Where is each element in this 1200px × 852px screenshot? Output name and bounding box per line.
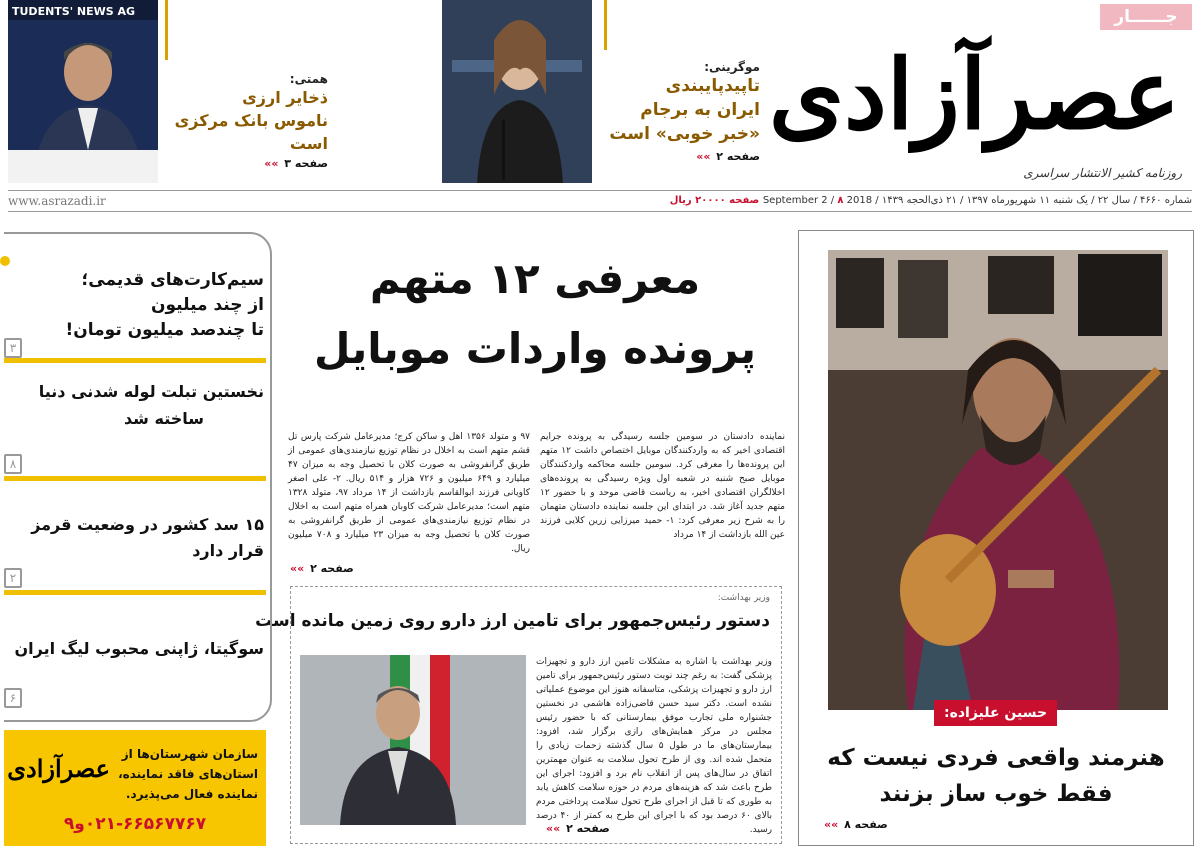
story-title-line: تاپیدپایبندی (665, 76, 760, 96)
ad-phone[interactable]: ۰۲۱-۶۶۵۶۷۷۶۷و۹ (63, 814, 207, 834)
page-ref[interactable] (290, 562, 354, 575)
sidebar-item[interactable] (8, 636, 264, 662)
sidebar-page-number: ۳ (4, 338, 22, 358)
mogherini-story[interactable] (600, 60, 760, 180)
story-kicker: همتی: (289, 72, 328, 86)
lead-headline-line: معرفی ۱۲ متهم (369, 254, 701, 303)
sidebar-dot-icon (0, 256, 10, 266)
story-title-line: ذخایر ارزی (242, 88, 328, 107)
lead-headline[interactable] (285, 244, 785, 384)
edition-badge: جــــــار (1100, 4, 1192, 30)
page-ref-label: صفحه ۳ (284, 157, 328, 170)
story-title-line: ایران به برجام (640, 100, 760, 120)
hemmati-story[interactable] (168, 72, 328, 182)
portrait-photo-icon (442, 0, 592, 183)
ad-line: نماینده فعال می‌پذیرد. (125, 787, 258, 801)
issue-info: شماره ۴۶۶۰ / سال ۲۲ / یک شنبه ۱۱ شهریورماه ۱۳۹۷ / ۲۱ ذی‌الحجه ۱۴۳۹ / 2018 September 2 / (762, 195, 1192, 206)
lead-headline-line: پرونده واردات موبایل (313, 324, 757, 373)
divider (165, 0, 168, 60)
feature-headline[interactable] (806, 740, 1186, 812)
story-title-line: ناموس بانک مرکزی (174, 111, 328, 130)
second-story-kicker: وزیر بهداشت: (717, 593, 770, 603)
issue-line (470, 193, 1192, 209)
photo-watermark: TUDENTS' NEWS AG (12, 5, 136, 18)
double-arrow-icon: »» (696, 150, 711, 163)
sidebar-item-line: ۱۵ سد کشور در وضعیت قرمز قرار دارد (31, 515, 264, 560)
story-title-line: است (289, 134, 328, 153)
page-ref[interactable] (546, 822, 610, 835)
double-arrow-icon: »» (824, 818, 839, 831)
portrait-photo-icon (300, 655, 526, 825)
page-ref[interactable] (600, 150, 760, 163)
ad-line: سازمان شهرستان‌ها از (121, 747, 258, 761)
minister-photo (300, 655, 526, 825)
lead-body-col-left: ۹۷ و متولد ۱۳۵۶ اهل و ساکن کرج؛ مدیرعامل شرکت پارس تل قشم متهم است به اخلال در نظام توزیع نیازمندی‌های عمومی از طریق گرانفروشی به صورت کلان با تحصیل وجه به میزان ۴۷ میلیارد و ۶۴۹ میلیون و ۷۲۶ هزار و ۵۱۴ ریال. ۲- علی اصغر کاویانی فرزند ابوالقاسم بازداشت از ۱۴ مرداد ۹۷، متولد ۱۳۲۸ متهم است؛ مدیرعامل شرکت کاوبان همراه متهم است به اخلال در نظام توزیع نیازمندی‌های عمومی از طریق گرانفروشی به صورت کلان با تحصیل وجه به میزان ۲۳ میلیارد و ۷۰۸ میلیون ریال. (288, 432, 530, 554)
feature-headline-line: فقط خوب ساز بزنند (879, 781, 1113, 807)
page-ref-label: صفحه ۲ (310, 562, 354, 575)
second-story-headline[interactable]: دستور رئیس‌جمهور برای تامین ارز دارو روی زمین مانده است (255, 611, 770, 631)
double-arrow-icon: »» (546, 822, 561, 835)
sidebar-item[interactable] (8, 378, 264, 432)
sidebar-divider (4, 358, 266, 363)
sidebar-item-line: ساخته شد (123, 409, 204, 428)
sidebar-item[interactable] (8, 268, 264, 343)
ad-banner[interactable] (4, 730, 266, 846)
hemmati-photo (8, 0, 158, 183)
header-rule (8, 211, 1192, 212)
sidebar-page-number: ۸ (4, 454, 22, 474)
sidebar-item-line: سیم‌کارت‌های قدیمی؛ (81, 270, 264, 290)
ad-text (108, 744, 258, 804)
masthead (768, 0, 1200, 190)
sidebar-page-number: ۲ (4, 568, 22, 588)
page-ref-label: صفحه ۲ (716, 150, 760, 163)
sidebar-divider (4, 476, 266, 481)
sidebar-page-number: ۶ (4, 688, 22, 708)
double-arrow-icon: »» (264, 157, 279, 170)
page-ref-label: صفحه ۲ (566, 822, 610, 835)
ad-line: استان‌های فاقد نماینده، (118, 767, 258, 781)
sidebar-item[interactable] (8, 512, 264, 564)
sidebar-item-line: نخستین تبلت لوله شدنی دنیا (38, 382, 264, 401)
price: ۸ صفحه ۲۰۰۰۰ ریال (669, 195, 844, 206)
divider (604, 0, 607, 50)
story-title-line: «خبر خوبی» است (609, 124, 760, 144)
lead-body-col-right: نماینده دادستان در سومین جلسه رسیدگی به پرونده جرایم اقتصادی اخیر که به واردکنندگان موبایل اختصاص داشت ۱۲ متهم این پرونده‌ها را معرفی کرد. سومین جلسه محاکمه واردکنندگان موبایل صبح شنبه در شعبه اول ویژه رسیدگی به پرونده‌های اخلالگران اقتصادی اخیر، به ریاست قاضی موحد و با حضور ۱۲ متهم جدید آغاز شد. در ابتدای این جلسه نماینده دادستان متهمان را به شرح زیر معرفی کرد: ۱- حمید میرزایی زرین کلایی فرزند عین الله بازداشت از ۱۴ مرداد (540, 432, 785, 540)
portrait-photo-icon (8, 0, 158, 183)
mogherini-photo (442, 0, 592, 183)
sidebar-item-line: سوگیتا، ژاپنی محبوب لیگ ایران (14, 639, 264, 658)
header-rule (8, 190, 1192, 191)
tagline: روزنامه کشیر الانتشار سراسری (1023, 166, 1182, 180)
page-ref-label: صفحه ۸ (844, 818, 888, 831)
page-ref[interactable] (168, 157, 328, 170)
newspaper-logo: عصرآزادی (768, 38, 1180, 151)
second-story-body: وزیر بهداشت با اشاره به مشکلات تامین ارز دارو و تجهیزات پزشکی گفت: به رغم چند نوبت دستور رئیس‌جمهور برای تامین ارز دارو و تجهیزات پزشکی، متاسفانه هنوز این موضوع عملیاتی نشده است. دکتر سید حسن قاضی‌زاده هاشمی در نخستین جشنواره ملی تجارب موفق بیمارستانی که با حضور رئیس مجلس در مرکز همایش‌های رازی برگزار شد، افزود: بیمارستان‌های ما در طول ۵ سال گذشته زحمات زیادی را متحمل شده اند. وی از طرح تحول سلامت به عنوان مهمترین اتفاق در سال‌های پس از انقلاب نام برد و افزود: اجرای این طرح باعث شد که هزینه‌های مردم در حوزه سلامت کاهش یابد به طوری که تا قبل از اجرای طرح تحول سلامت پرداختی مردم بالای ۶۰ درصد بود که با اجرای این طرح به کمتر از ۴۰ درصد رسید. (536, 657, 772, 835)
website-link[interactable]: www.asrazadi.ir (8, 194, 106, 208)
feature-headline-line: هنرمند واقعی فردی نیست که (827, 745, 1165, 771)
sidebar-item-line: تا چندصد میلیون تومان! (65, 320, 264, 340)
ad-logo: عصرآزادی (7, 754, 110, 783)
musician-photo (828, 250, 1168, 710)
sidebar-divider (4, 590, 266, 595)
double-arrow-icon: »» (290, 562, 305, 575)
page-ref[interactable] (824, 818, 888, 831)
sidebar-item-line: از چند میلیون (151, 295, 264, 315)
setar-player-photo-icon (828, 250, 1168, 710)
feature-caption: حسین علیزاده: (934, 700, 1057, 726)
story-kicker: موگرینی: (704, 60, 760, 74)
